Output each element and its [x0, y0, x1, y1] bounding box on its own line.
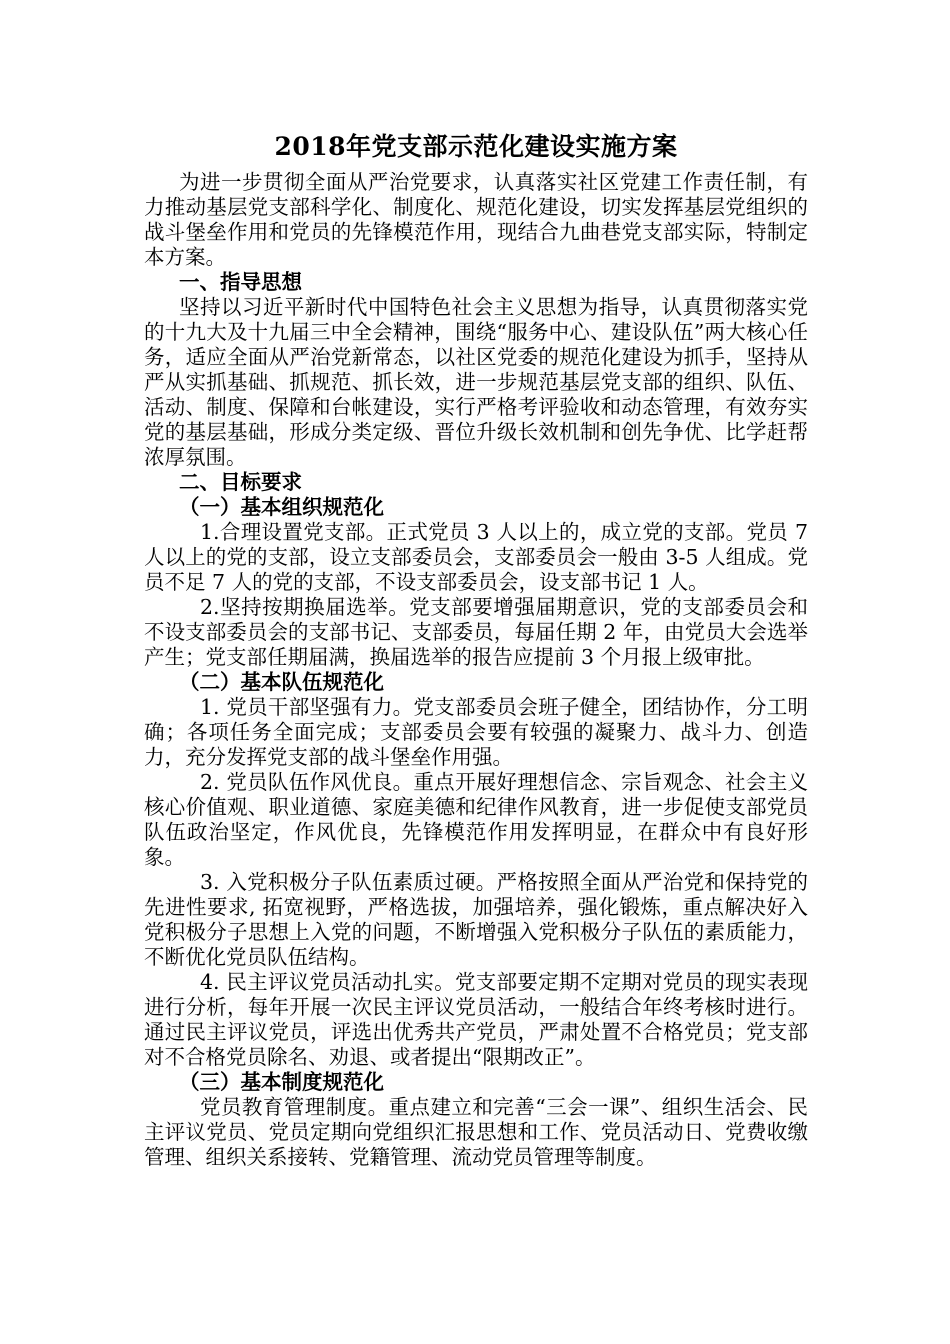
- section-heading-goals: 二、目标要求: [179, 470, 302, 494]
- section-heading-guiding-thought: 一、指导思想: [179, 270, 302, 294]
- subheading-organization: （一）基本组织规范化: [179, 495, 384, 519]
- document-content: [144, 132, 808, 1170]
- team-item-3: 3. 入党积极分子队伍素质过硬。严格按照全面从严治党和保持党的先进性要求, 拓宽视野，严格选拔，加强培养，强化锻炼，重点解决好入党积极分子思想上入党的问题，不断增强入党积极分子队伍的素质能力，不断优化党员队伍结构。: [144, 870, 808, 969]
- team-item-1: 1. 党员干部坚强有力。党支部委员会班子健全，团结协作，分工明确；各项任务全面完成；支部委员会要有较强的凝聚力、战斗力、创造力，充分发挥党支部的战斗堡垒作用强。: [144, 695, 808, 769]
- team-item-2: 2. 党员队伍作风优良。重点开展好理想信念、宗旨观念、社会主义核心价值观、职业道德、家庭美德和纪律作风教育，进一步促使支部党员队伍政治坚定，作风优良，先锋模范作用发挥明显，在群众中有良好形象。: [144, 770, 808, 869]
- guiding-thought-paragraph: 坚持以习近平新时代中国特色社会主义思想为指导，认真贯彻落实党的十九大及十九届三中全会精神，围绕“服务中心、建设队伍”两大核心任务，适应全面从严治党新常态，以社区党委的规范化建设为抓手，坚持从严从实抓基础、抓规范、抓长效，进一步规范基层党支部的组织、队伍、活动、制度、保障和台帐建设，实行严格考评验收和动态管理，有效夯实党的基层基础，形成分类定级、晋位升级长效机制和创先争优、比学赶帮浓厚氛围。: [144, 295, 808, 469]
- organization-item-2: 2.坚持按期换届选举。党支部要增强届期意识，党的支部委员会和不设支部委员会的支部书记、支部委员，每届任期 2 年，由党员大会选举产生；党支部任期届满，换届选举的报告应提前 3 个月报上级审批。: [144, 595, 808, 669]
- team-item-4: 4. 民主评议党员活动扎实。党支部要定期不定期对党员的现实表现进行分析，每年开展一次民主评议党员活动，一般结合年终考核时进行。通过民主评议党员，评选出优秀共产党员，严肃处置不合格党员；党支部对不合格党员除名、劝退、或者提出“限期改正”。: [144, 970, 808, 1069]
- document-title: 2018年党支部示范化建设实施方案: [274, 132, 678, 161]
- subheading-system: （三）基本制度规范化: [179, 1070, 384, 1094]
- intro-paragraph: 为进一步贯彻全面从严治党要求，认真落实社区党建工作责任制，有力推动基层党支部科学化、制度化、规范化建设，切实发挥基层党组织的战斗堡垒作用和党员的先锋模范作用，现结合九曲巷党支部实际，特制定本方案。: [144, 170, 808, 269]
- system-item-1: 党员教育管理制度。重点建立和完善“三会一课”、组织生活会、民主评议党员、党员定期向党组织汇报思想和工作、党员活动日、党费收缴管理、组织关系接转、党籍管理、流动党员管理等制度。: [144, 1095, 808, 1169]
- subheading-team: （二）基本队伍规范化: [179, 670, 384, 694]
- organization-item-1: 1.合理设置党支部。正式党员 3 人以上的，成立党的支部。党员 7 人以上的党的支部，设立支部委员会，支部委员会一般由 3-5 人组成。党员不足 7 人的党的支部，不设支部委员会，设支部书记 1 人。: [144, 520, 808, 594]
